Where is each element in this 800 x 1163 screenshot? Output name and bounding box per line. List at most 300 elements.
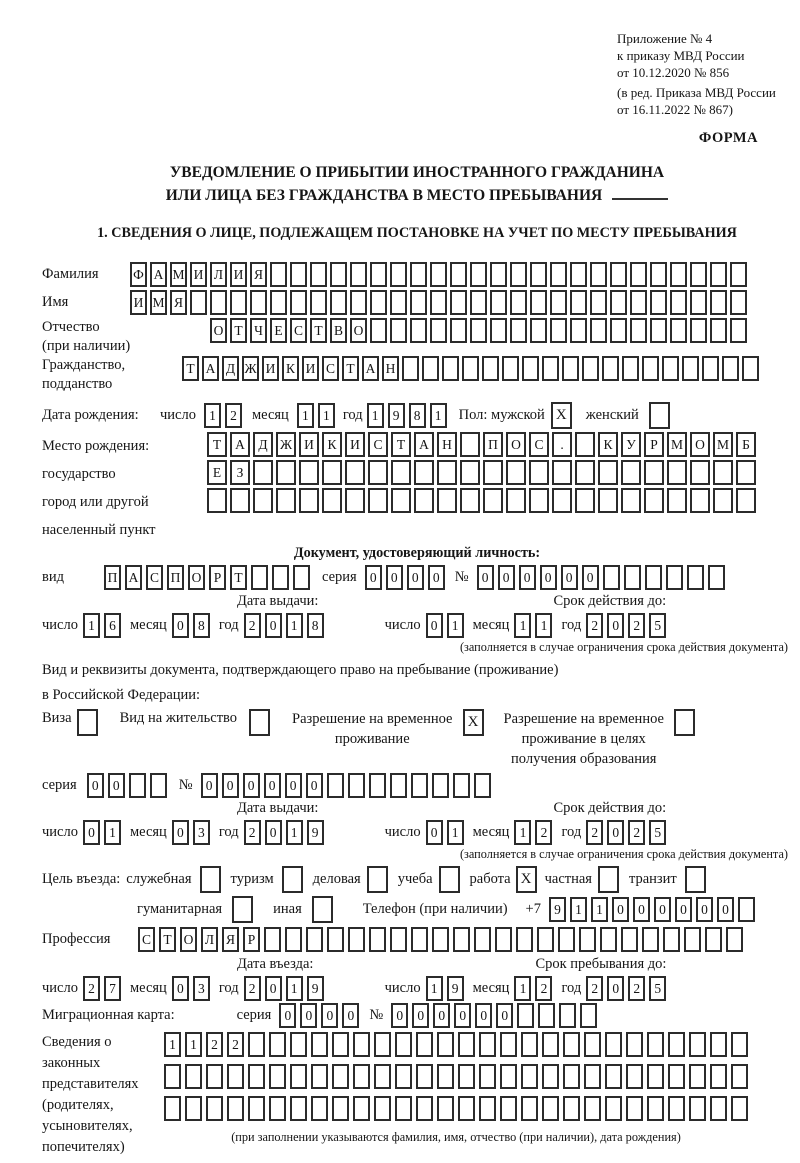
char-cell[interactable]	[684, 927, 701, 952]
char-cell[interactable]	[563, 1096, 580, 1121]
char-cell[interactable]	[570, 262, 587, 287]
char-cell[interactable]	[690, 460, 710, 485]
char-cell[interactable]	[327, 927, 344, 952]
char-cell[interactable]: 8	[307, 613, 324, 638]
char-cell[interactable]: 1	[318, 403, 335, 428]
char-cell[interactable]	[731, 1096, 748, 1121]
char-cell[interactable]: 7	[104, 976, 121, 1001]
char-cell[interactable]: Я	[222, 927, 239, 952]
char-cell[interactable]: 0	[540, 565, 557, 590]
char-cell[interactable]: Т	[391, 432, 411, 457]
char-cell[interactable]	[736, 460, 756, 485]
char-cell[interactable]: Ж	[276, 432, 296, 457]
visa-checkbox[interactable]	[77, 709, 98, 736]
char-cell[interactable]: .	[552, 432, 572, 457]
char-cell[interactable]	[610, 262, 627, 287]
char-cell[interactable]	[690, 488, 710, 513]
char-cell[interactable]	[529, 460, 549, 485]
char-cell[interactable]: Т	[182, 356, 199, 381]
char-cell[interactable]	[605, 1032, 622, 1057]
char-cell[interactable]	[206, 1064, 223, 1089]
char-cell[interactable]	[575, 432, 595, 457]
char-cell[interactable]	[437, 1096, 454, 1121]
char-cell[interactable]	[416, 1096, 433, 1121]
char-cell[interactable]	[458, 1032, 475, 1057]
char-cell[interactable]	[667, 460, 687, 485]
char-cell[interactable]: Т	[230, 565, 247, 590]
char-cell[interactable]: Р	[209, 565, 226, 590]
char-cell[interactable]	[402, 356, 419, 381]
birthplace-cells-1[interactable]	[207, 432, 756, 457]
permit-issue-month[interactable]	[172, 820, 210, 845]
char-cell[interactable]: 0	[265, 820, 282, 845]
char-cell[interactable]	[276, 488, 296, 513]
char-cell[interactable]	[230, 488, 250, 513]
char-cell[interactable]: 1	[514, 976, 531, 1001]
char-cell[interactable]: А	[230, 432, 250, 457]
char-cell[interactable]	[542, 1096, 559, 1121]
char-cell[interactable]	[422, 356, 439, 381]
purpose-other-checkbox[interactable]	[312, 896, 333, 923]
phone-cells[interactable]	[549, 897, 755, 922]
purpose-private-checkbox[interactable]	[598, 866, 619, 893]
char-cell[interactable]: 2	[244, 976, 261, 1001]
char-cell[interactable]: 1	[447, 613, 464, 638]
char-cell[interactable]: С	[138, 927, 155, 952]
char-cell[interactable]: 0	[342, 1003, 359, 1028]
char-cell[interactable]	[327, 773, 344, 798]
char-cell[interactable]: Ч	[250, 318, 267, 343]
entry-day[interactable]	[83, 976, 121, 1001]
char-cell[interactable]: 1	[535, 613, 552, 638]
female-checkbox[interactable]	[649, 402, 670, 429]
char-cell[interactable]	[348, 927, 365, 952]
char-cell[interactable]	[506, 488, 526, 513]
char-cell[interactable]	[522, 356, 539, 381]
char-cell[interactable]: И	[230, 262, 247, 287]
char-cell[interactable]	[416, 1032, 433, 1057]
char-cell[interactable]	[582, 356, 599, 381]
char-cell[interactable]	[310, 262, 327, 287]
char-cell[interactable]: С	[146, 565, 163, 590]
char-cell[interactable]	[622, 356, 639, 381]
char-cell[interactable]	[306, 927, 323, 952]
char-cell[interactable]	[575, 488, 595, 513]
char-cell[interactable]: 0	[607, 613, 624, 638]
char-cell[interactable]	[621, 927, 638, 952]
purpose-tourism-checkbox[interactable]	[282, 866, 303, 893]
citizenship-cells[interactable]	[182, 356, 759, 381]
char-cell[interactable]	[687, 565, 704, 590]
char-cell[interactable]	[374, 1064, 391, 1089]
char-cell[interactable]	[442, 356, 459, 381]
char-cell[interactable]	[462, 356, 479, 381]
char-cell[interactable]: М	[150, 290, 167, 315]
char-cell[interactable]: 1	[297, 403, 314, 428]
char-cell[interactable]	[391, 460, 411, 485]
char-cell[interactable]	[550, 318, 567, 343]
char-cell[interactable]: 2	[586, 613, 603, 638]
char-cell[interactable]	[453, 927, 470, 952]
char-cell[interactable]: Е	[270, 318, 287, 343]
char-cell[interactable]	[250, 290, 267, 315]
char-cell[interactable]	[626, 1032, 643, 1057]
char-cell[interactable]	[368, 460, 388, 485]
char-cell[interactable]	[624, 565, 641, 590]
char-cell[interactable]: 1	[426, 976, 443, 1001]
char-cell[interactable]	[668, 1064, 685, 1089]
char-cell[interactable]: Н	[437, 432, 457, 457]
char-cell[interactable]	[269, 1064, 286, 1089]
char-cell[interactable]	[602, 356, 619, 381]
char-cell[interactable]	[332, 1064, 349, 1089]
char-cell[interactable]	[374, 1096, 391, 1121]
char-cell[interactable]: 5	[649, 820, 666, 845]
char-cell[interactable]: 9	[307, 820, 324, 845]
char-cell[interactable]: Ф	[130, 262, 147, 287]
char-cell[interactable]: О	[188, 565, 205, 590]
char-cell[interactable]	[322, 460, 342, 485]
char-cell[interactable]: А	[414, 432, 434, 457]
char-cell[interactable]	[458, 1096, 475, 1121]
char-cell[interactable]: 0	[222, 773, 239, 798]
char-cell[interactable]	[207, 488, 227, 513]
char-cell[interactable]	[722, 356, 739, 381]
char-cell[interactable]	[290, 1096, 307, 1121]
char-cell[interactable]	[345, 460, 365, 485]
char-cell[interactable]	[647, 1096, 664, 1121]
char-cell[interactable]: И	[262, 356, 279, 381]
char-cell[interactable]	[708, 565, 725, 590]
char-cell[interactable]	[395, 1096, 412, 1121]
char-cell[interactable]: 0	[607, 976, 624, 1001]
char-cell[interactable]: 9	[549, 897, 566, 922]
doc-type-cells[interactable]	[104, 565, 310, 590]
permit-valid-month[interactable]	[514, 820, 552, 845]
char-cell[interactable]	[311, 1096, 328, 1121]
char-cell[interactable]	[290, 1032, 307, 1057]
char-cell[interactable]: И	[299, 432, 319, 457]
char-cell[interactable]	[621, 460, 641, 485]
char-cell[interactable]: И	[190, 262, 207, 287]
char-cell[interactable]	[227, 1096, 244, 1121]
char-cell[interactable]	[502, 356, 519, 381]
doc-series-cells[interactable]	[365, 565, 445, 590]
char-cell[interactable]	[575, 460, 595, 485]
char-cell[interactable]	[322, 488, 342, 513]
char-cell[interactable]	[332, 1096, 349, 1121]
char-cell[interactable]	[391, 488, 411, 513]
char-cell[interactable]	[710, 1096, 727, 1121]
birth-day-cells[interactable]	[204, 403, 242, 428]
purpose-business-checkbox[interactable]	[367, 866, 388, 893]
char-cell[interactable]: О	[506, 432, 526, 457]
char-cell[interactable]	[598, 488, 618, 513]
char-cell[interactable]: 1	[591, 897, 608, 922]
char-cell[interactable]	[437, 1064, 454, 1089]
char-cell[interactable]: П	[483, 432, 503, 457]
char-cell[interactable]: 0	[365, 565, 382, 590]
char-cell[interactable]	[390, 262, 407, 287]
char-cell[interactable]	[590, 290, 607, 315]
char-cell[interactable]	[269, 1032, 286, 1057]
char-cell[interactable]	[580, 1003, 597, 1028]
char-cell[interactable]	[510, 318, 527, 343]
char-cell[interactable]	[450, 318, 467, 343]
permit-valid-year[interactable]	[586, 820, 666, 845]
char-cell[interactable]: 0	[412, 1003, 429, 1028]
char-cell[interactable]	[293, 565, 310, 590]
permit-issue-day[interactable]	[83, 820, 121, 845]
char-cell[interactable]	[500, 1032, 517, 1057]
char-cell[interactable]	[598, 460, 618, 485]
char-cell[interactable]	[453, 773, 470, 798]
entry-month[interactable]	[172, 976, 210, 1001]
char-cell[interactable]: 2	[83, 976, 100, 1001]
char-cell[interactable]	[482, 356, 499, 381]
char-cell[interactable]: 1	[570, 897, 587, 922]
purpose-transit-checkbox[interactable]	[685, 866, 706, 893]
char-cell[interactable]	[644, 460, 664, 485]
char-cell[interactable]	[731, 1064, 748, 1089]
char-cell[interactable]	[264, 927, 281, 952]
char-cell[interactable]: 0	[496, 1003, 513, 1028]
char-cell[interactable]: О	[690, 432, 710, 457]
char-cell[interactable]: 2	[535, 820, 552, 845]
char-cell[interactable]	[558, 927, 575, 952]
char-cell[interactable]: У	[621, 432, 641, 457]
stay-month[interactable]	[514, 976, 552, 1001]
char-cell[interactable]	[689, 1032, 706, 1057]
char-cell[interactable]: 0	[386, 565, 403, 590]
char-cell[interactable]	[470, 290, 487, 315]
char-cell[interactable]	[521, 1032, 538, 1057]
char-cell[interactable]	[253, 460, 273, 485]
char-cell[interactable]	[437, 488, 457, 513]
char-cell[interactable]	[590, 262, 607, 287]
char-cell[interactable]	[559, 1003, 576, 1028]
char-cell[interactable]	[460, 488, 480, 513]
char-cell[interactable]	[410, 262, 427, 287]
char-cell[interactable]: 1	[447, 820, 464, 845]
char-cell[interactable]: 8	[193, 613, 210, 638]
char-cell[interactable]	[500, 1064, 517, 1089]
char-cell[interactable]	[311, 1032, 328, 1057]
char-cell[interactable]: 0	[717, 897, 734, 922]
char-cell[interactable]: 2	[225, 403, 242, 428]
char-cell[interactable]	[474, 773, 491, 798]
char-cell[interactable]	[411, 773, 428, 798]
representatives-cells-2[interactable]	[164, 1064, 748, 1089]
char-cell[interactable]: 2	[586, 976, 603, 1001]
char-cell[interactable]: 0	[428, 565, 445, 590]
char-cell[interactable]: З	[230, 460, 250, 485]
char-cell[interactable]	[642, 927, 659, 952]
char-cell[interactable]: 1	[185, 1032, 202, 1057]
char-cell[interactable]	[552, 460, 572, 485]
char-cell[interactable]	[248, 1096, 265, 1121]
char-cell[interactable]	[710, 318, 727, 343]
char-cell[interactable]: И	[302, 356, 319, 381]
char-cell[interactable]	[190, 290, 207, 315]
char-cell[interactable]	[370, 290, 387, 315]
char-cell[interactable]	[390, 318, 407, 343]
char-cell[interactable]: 2	[227, 1032, 244, 1057]
char-cell[interactable]: 2	[206, 1032, 223, 1057]
char-cell[interactable]: 2	[628, 820, 645, 845]
char-cell[interactable]: 6	[104, 613, 121, 638]
char-cell[interactable]	[460, 432, 480, 457]
char-cell[interactable]	[650, 262, 667, 287]
char-cell[interactable]: Т	[310, 318, 327, 343]
char-cell[interactable]	[490, 290, 507, 315]
char-cell[interactable]: П	[167, 565, 184, 590]
char-cell[interactable]	[437, 460, 457, 485]
char-cell[interactable]: 0	[243, 773, 260, 798]
char-cell[interactable]: 0	[654, 897, 671, 922]
char-cell[interactable]: Т	[342, 356, 359, 381]
char-cell[interactable]: Н	[382, 356, 399, 381]
char-cell[interactable]	[610, 290, 627, 315]
char-cell[interactable]: И	[345, 432, 365, 457]
char-cell[interactable]	[483, 488, 503, 513]
char-cell[interactable]	[506, 460, 526, 485]
char-cell[interactable]: 2	[628, 613, 645, 638]
char-cell[interactable]	[542, 1032, 559, 1057]
char-cell[interactable]	[690, 318, 707, 343]
char-cell[interactable]: 0	[696, 897, 713, 922]
char-cell[interactable]	[550, 262, 567, 287]
char-cell[interactable]: 0	[582, 565, 599, 590]
char-cell[interactable]: 8	[409, 403, 426, 428]
char-cell[interactable]: 2	[628, 976, 645, 1001]
char-cell[interactable]	[430, 318, 447, 343]
birth-month-cells[interactable]	[297, 403, 335, 428]
char-cell[interactable]	[642, 356, 659, 381]
char-cell[interactable]	[550, 290, 567, 315]
purpose-study-checkbox[interactable]	[439, 866, 460, 893]
char-cell[interactable]	[370, 318, 387, 343]
char-cell[interactable]	[510, 290, 527, 315]
char-cell[interactable]	[521, 1096, 538, 1121]
char-cell[interactable]	[345, 488, 365, 513]
char-cell[interactable]	[450, 290, 467, 315]
char-cell[interactable]	[584, 1064, 601, 1089]
char-cell[interactable]	[353, 1064, 370, 1089]
char-cell[interactable]	[500, 1096, 517, 1121]
char-cell[interactable]	[600, 927, 617, 952]
stay-day[interactable]	[426, 976, 464, 1001]
char-cell[interactable]: 1	[514, 613, 531, 638]
char-cell[interactable]	[458, 1064, 475, 1089]
char-cell[interactable]: А	[150, 262, 167, 287]
char-cell[interactable]: 0	[454, 1003, 471, 1028]
char-cell[interactable]: Р	[644, 432, 664, 457]
char-cell[interactable]	[726, 927, 743, 952]
char-cell[interactable]: С	[529, 432, 549, 457]
rvp-edu-checkbox[interactable]	[674, 709, 695, 736]
char-cell[interactable]	[552, 488, 572, 513]
char-cell[interactable]: 1	[204, 403, 221, 428]
char-cell[interactable]	[269, 1096, 286, 1121]
char-cell[interactable]: С	[290, 318, 307, 343]
char-cell[interactable]	[702, 356, 719, 381]
char-cell[interactable]	[272, 565, 289, 590]
char-cell[interactable]: 0	[498, 565, 515, 590]
char-cell[interactable]	[537, 927, 554, 952]
char-cell[interactable]: 2	[244, 820, 261, 845]
char-cell[interactable]	[529, 488, 549, 513]
entry-year[interactable]	[244, 976, 324, 1001]
char-cell[interactable]: 0	[433, 1003, 450, 1028]
char-cell[interactable]	[510, 262, 527, 287]
char-cell[interactable]	[414, 488, 434, 513]
doc-valid-year[interactable]	[586, 613, 666, 638]
doc-number-cells[interactable]	[477, 565, 725, 590]
char-cell[interactable]: К	[322, 432, 342, 457]
char-cell[interactable]	[590, 318, 607, 343]
char-cell[interactable]	[248, 1064, 265, 1089]
char-cell[interactable]	[605, 1064, 622, 1089]
char-cell[interactable]: М	[170, 262, 187, 287]
char-cell[interactable]: Т	[207, 432, 227, 457]
char-cell[interactable]	[644, 488, 664, 513]
char-cell[interactable]	[416, 1064, 433, 1089]
char-cell[interactable]	[430, 262, 447, 287]
char-cell[interactable]	[562, 356, 579, 381]
char-cell[interactable]: А	[202, 356, 219, 381]
representatives-cells-3[interactable]	[164, 1096, 748, 1121]
char-cell[interactable]	[270, 290, 287, 315]
char-cell[interactable]: 1	[286, 820, 303, 845]
char-cell[interactable]	[668, 1032, 685, 1057]
char-cell[interactable]: Т	[230, 318, 247, 343]
char-cell[interactable]: Р	[243, 927, 260, 952]
char-cell[interactable]	[603, 565, 620, 590]
char-cell[interactable]	[450, 262, 467, 287]
char-cell[interactable]	[369, 773, 386, 798]
migration-number-cells[interactable]	[391, 1003, 597, 1028]
male-checkbox[interactable]: X	[551, 402, 572, 429]
char-cell[interactable]: 0	[633, 897, 650, 922]
char-cell[interactable]	[670, 318, 687, 343]
char-cell[interactable]: Л	[210, 262, 227, 287]
char-cell[interactable]	[479, 1064, 496, 1089]
char-cell[interactable]	[164, 1096, 181, 1121]
char-cell[interactable]	[736, 488, 756, 513]
char-cell[interactable]: 0	[519, 565, 536, 590]
char-cell[interactable]	[374, 1032, 391, 1057]
char-cell[interactable]	[713, 488, 733, 513]
char-cell[interactable]	[474, 927, 491, 952]
char-cell[interactable]	[731, 1032, 748, 1057]
char-cell[interactable]	[290, 1064, 307, 1089]
representatives-cells-1[interactable]	[164, 1032, 748, 1057]
doc-valid-day[interactable]	[426, 613, 464, 638]
char-cell[interactable]: 0	[612, 897, 629, 922]
char-cell[interactable]	[285, 927, 302, 952]
char-cell[interactable]	[710, 290, 727, 315]
char-cell[interactable]	[410, 290, 427, 315]
char-cell[interactable]	[479, 1096, 496, 1121]
char-cell[interactable]	[713, 460, 733, 485]
char-cell[interactable]	[370, 262, 387, 287]
char-cell[interactable]	[368, 488, 388, 513]
doc-valid-month[interactable]	[514, 613, 552, 638]
char-cell[interactable]	[164, 1064, 181, 1089]
char-cell[interactable]	[730, 318, 747, 343]
char-cell[interactable]	[584, 1032, 601, 1057]
